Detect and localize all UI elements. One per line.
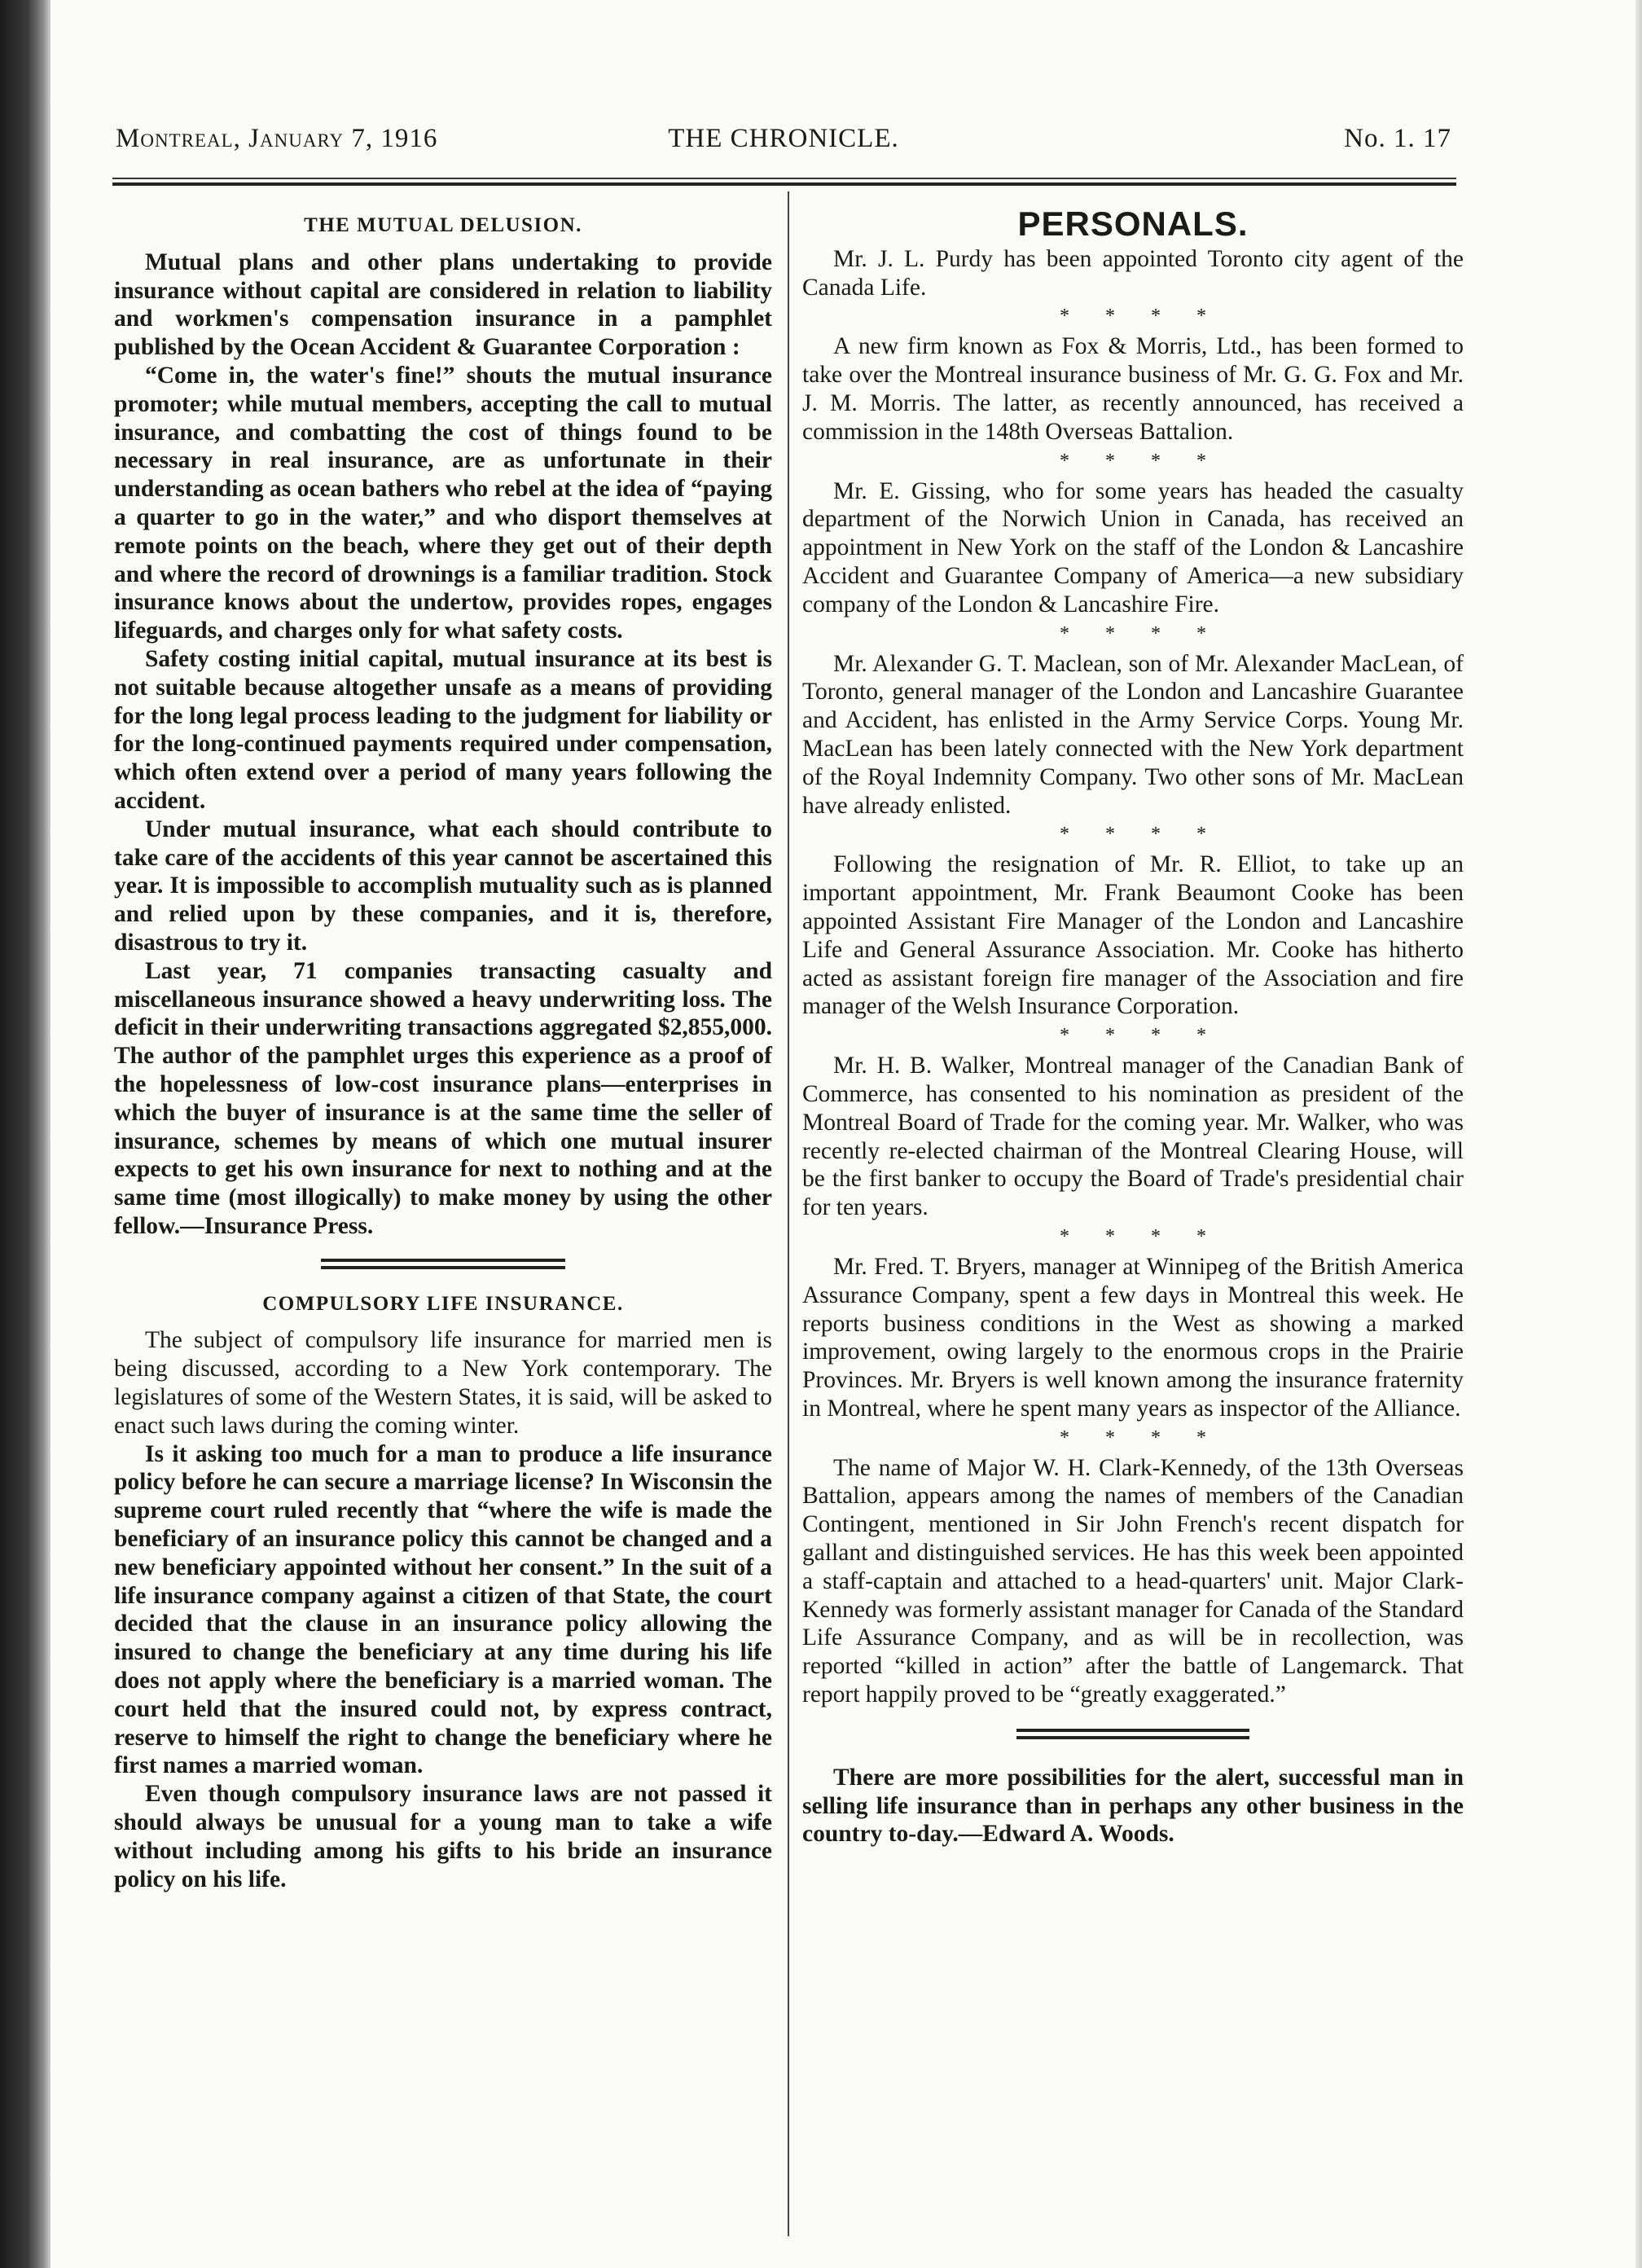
header-rule-thick: [112, 182, 1456, 186]
page-right-edge: [1635, 0, 1642, 2268]
left-column: [114, 205, 772, 1893]
header-publication-title: THE CHRONICLE.: [668, 124, 899, 153]
personal-item: Mr. E. Gissing, who for some years has headed the casualty department of the Norwich Union in Canada, has received an appointment in New York on the staff of the London & Lancashire Accident and Guarantee Company of America—a new subsidiary company of the London & Lancashire Fire.: [802, 477, 1464, 618]
article-paragraph: Is it asking too much for a man to produce a life insurance policy before he can secure a marriage license? In Wisconsin the supreme court ruled recently that “where the wife is made the beneficiary of an insurance policy this cannot be changed and a new beneficiary appointed without her consent.” In the suit of a life insurance company against a citizen of that State, the court decided that the clause in an insurance policy allowing the insured to change the beneficiary at any time during his life does not apply where the beneficiary is a married woman. The court held that the insured could not, by express contract, reserve to himself the right to change the beneficiary where he first names a married woman.: [114, 1440, 772, 1779]
section-title-personals: PERSONALS.: [1017, 204, 1249, 243]
page-binding-shadow: [0, 0, 50, 2268]
column-divider: [788, 191, 789, 2236]
personal-item: Mr. Fred. T. Bryers, manager at Winnipeg of the British America Assurance Company, spent a few days in Montreal this week. He reports business conditions in the West as showing a marked improvement, owing largely to the enormous crops in the Prairie Provinces. Mr. Bryers is well known among the insurance fraternity in Montreal, where he spent many years as inspector of the Alliance.: [802, 1253, 1464, 1422]
item-separator-asterisks: * * * *: [1060, 824, 1206, 846]
article-paragraph: Mutual plans and other plans undertaking to provide insurance without capital are considered in relation to liability and workmen's compensation insurance in a pamphlet published by the Ocean Accident & Guarantee Corporation :: [114, 248, 772, 361]
right-column: [802, 205, 1464, 1848]
personal-item: Mr. J. L. Purdy has been appointed Toronto city agent of the Canada Life.: [802, 245, 1464, 301]
article-title-mutual-delusion: THE MUTUAL DELUSION.: [304, 214, 582, 236]
personal-item: The name of Major W. H. Clark-Kennedy, of the 13th Overseas Battalion, appears among the names of members of the Canadian Contingent, mentioned in Sir John French's recent dispatch for gallant and distinguished services. He has this week been appointed a staff-captain and attached to a head-quarters' unit. Major Clark-Kennedy was formerly assistant manager for Canada of the Standard Life Assurance Company, and as will be in recollection, was reported “killed in action” after the battle of Langemarck. That report happily proved to be “greatly exaggerated.”: [802, 1454, 1464, 1708]
item-separator-asterisks: * * * *: [1060, 622, 1206, 644]
personal-item: Following the resignation of Mr. R. Elliot, to take up an important appointment, Mr. Frank Beaumont Cooke has been appointed Assistant Fire Manager of the London and Lancashire Life and General Assurance Association. Mr. Cooke has hitherto acted as assistant foreign fire manager of the Association and fire manager of the Welsh Insurance Corporation.: [802, 851, 1464, 1020]
article-paragraph: Even though compulsory insurance laws are not passed it should always be unusual for a young man to take a wife without including among his gifts to his bride an insurance policy on his life.: [114, 1781, 772, 1892]
article-separator-rule: [1016, 1729, 1249, 1739]
item-separator-asterisks: * * * *: [1060, 450, 1206, 472]
personal-item: Mr. Alexander G. T. Maclean, son of Mr. Alexander MacLean, of Toronto, general manager of the London and Lancashire Guarantee and Accident, has enlisted in the Army Service Corps. Young Mr. MacLean has been lately connected with the New York department of the Royal Indemnity Company. Two other sons of Mr. MacLean have already enlisted.: [802, 650, 1464, 819]
article-separator-rule: [321, 1259, 565, 1269]
article-paragraph: Safety costing initial capital, mutual insurance at its best is not suitable because altogether unsafe as a means of providing for the long legal process leading to the judgment for liability or for the long-continued payments required under compensation, which often extend over a period of many years following the accident.: [114, 645, 772, 814]
article-paragraph: “Come in, the water's fine!” shouts the mutual insurance promoter; while mutual members, accepting the call to mutual insurance, and combatting the cost of things found to be necessary in real insurance, are as unfortunate in their understanding as ocean bathers who rebel at the idea of “paying a quarter to go in the water,” and who disport themselves at remote points on the beach, where they get out of their depth and where the record of drownings is a familiar tradition. Stock insurance knows about the undertow, provides ropes, engages lifeguards, and charges only for what safety costs.: [114, 362, 772, 644]
header-dateline: Montreal, January 7, 1916: [116, 124, 438, 153]
item-separator-asterisks: * * * *: [1060, 1025, 1206, 1047]
item-separator-asterisks: * * * *: [1060, 1426, 1206, 1448]
article-title-compulsory-life-insurance: COMPULSORY LIFE INSURANCE.: [262, 1292, 624, 1315]
article-paragraph: Last year, 71 companies transacting casualty and miscellaneous insurance showed a heavy underwriting loss. The deficit in their underwriting transactions aggregated $2,855,000. The author of the pamphlet urges this experience as a proof of the hopelessness of low-cost insurance plans—enterprises in which the buyer of insurance is at the same time the seller of insurance, schemes by means of which one mutual insurer expects to get his own insurance for next to nothing and at the same time (most illogically) to make money by using the other fellow.—Insurance Press.: [114, 957, 772, 1239]
article-compulsory-life-insurance: [114, 1326, 772, 1893]
personal-item: Mr. H. B. Walker, Montreal manager of the Canadian Bank of Commerce, has consented to his nomination as president of the Montreal Board of Trade for the coming year. Mr. Walker, who was recently re-elected chairman of the Montreal Clearing House, will be the first banker to occupy the Board of Trade's presidential chair for ten years.: [802, 1053, 1464, 1221]
item-separator-asterisks: * * * *: [1060, 1225, 1206, 1247]
item-separator-asterisks: * * * *: [1060, 305, 1206, 327]
header-rule-thin: [112, 178, 1456, 179]
article-paragraph: The subject of compulsory life insurance for married men is being discussed, according to a New York contemporary. The legislatures of some of the Western States, it is said, will be asked to enact such laws during the coming winter.: [114, 1327, 772, 1439]
header-issue-page-number: No. 1. 17: [1344, 124, 1451, 153]
running-head: [116, 124, 1451, 161]
article-mutual-delusion: [114, 248, 772, 1241]
article-paragraph: Under mutual insurance, what each should contribute to take care of the accidents of this year cannot be ascertained this year. It is impossible to accomplish mutuality such as is planned and relied upon by these companies, and it is, therefore, disastrous to try it.: [114, 815, 772, 956]
closing-quote: There are more possibilities for the alert, successful man in selling life insurance than in perhaps any other business in the country to-day.—Edward A. Woods.: [802, 1764, 1464, 1848]
personal-item: A new firm known as Fox & Morris, Ltd., has been formed to take over the Montreal insurance business of Mr. G. G. Fox and Mr. J. M. Morris. The latter, as recently announced, has received a commission in the 148th Overseas Battalion.: [802, 333, 1464, 445]
